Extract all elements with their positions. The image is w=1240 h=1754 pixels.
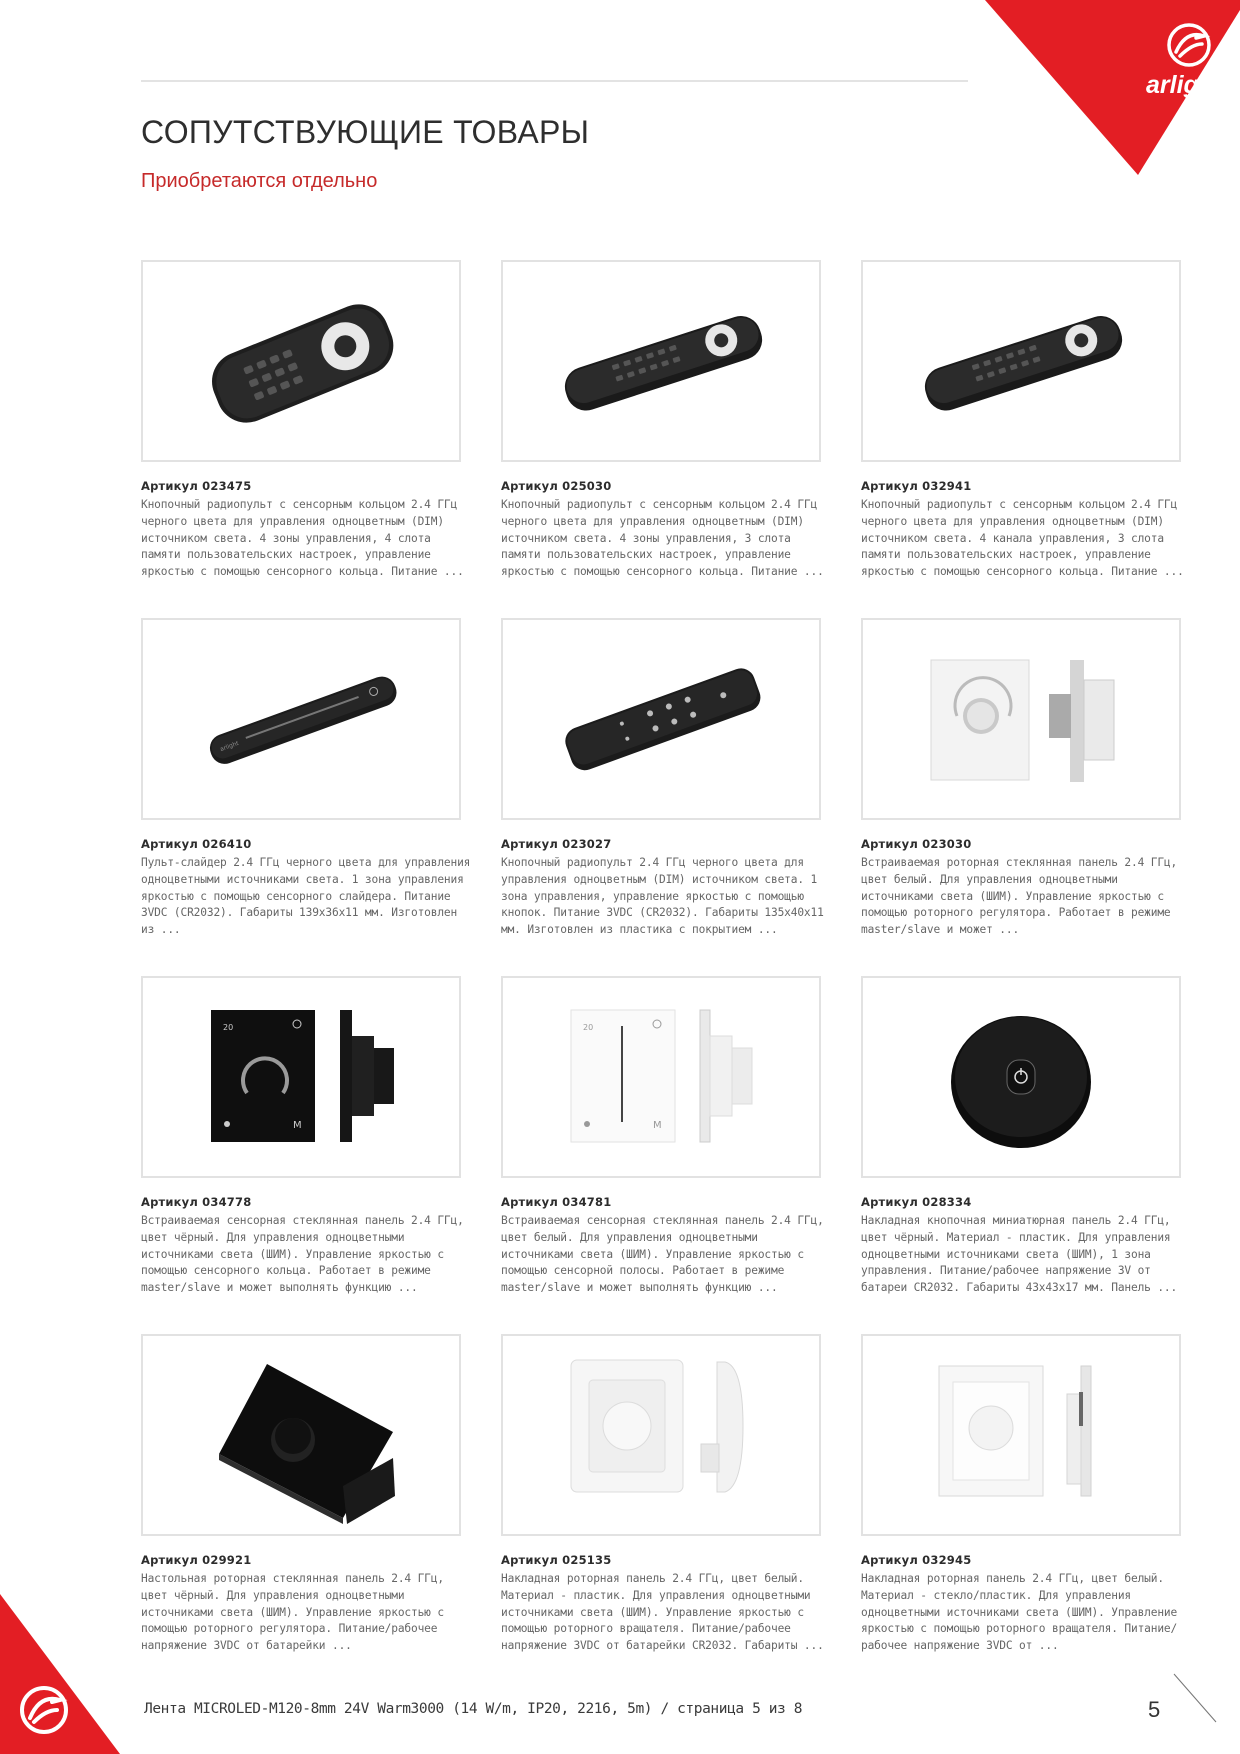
product-description: Накладная кнопочная миниатюрная панель 2.4 ГГц, цвет чёрный. Материал - пластик. Для управления одноцветными источниками света (ШИМ), 1 зона управления. Питание/рабочее напряжение 3V от батареи CR2032. Габариты 43x43x17 мм. Панель ... [861,1214,1178,1295]
product-sku: Артикул 032941 [861,479,972,493]
product-sku: Артикул 026410 [141,837,252,851]
product-description: Кнопочный радиопульт с сенсорным кольцом 2.4 ГГц черного цвета для управления одноцветным (DIM) источником света. 4 канала управления, 3 слота памяти пользовательских настроек, управление яркостью с помощью сенсорного кольца. Питание ... [861,498,1184,579]
product-image [861,1334,1181,1536]
product-image [501,976,821,1178]
svg-text:arlight: arlight [219,739,240,754]
product-image [141,976,461,1178]
product-description: Кнопочный радиопульт с сенсорным кольцом 2.4 ГГц черного цвета для управления одноцветным (DIM) источником света. 4 зоны управления, 4 слота памяти пользовательских настроек, управление яркостью с помощью сенсорного кольца. Питание ... [141,498,464,579]
product-description: Пульт-слайдер 2.4 ГГц черного цвета для управления одноцветными источниками света. 1 зона управления яркостью с помощью сенсорного слайдера. Питание 3VDC (CR2032). Габариты 139x36x11 мм. Изготовлен из ... [141,856,471,937]
surface-rotary-panel-icon [503,1336,819,1534]
product-description: Встраиваемая сенсорная стеклянная панель 2.4 ГГц, цвет чёрный. Для управления одноцветными источниками света (ШИМ). Управление яркостью с помощью сенсорного кольца. Работает в режиме master/slave и может выполнять функцию ... [141,1214,464,1295]
product-sku: Артикул 029921 [141,1553,252,1567]
product-card[interactable] [501,260,824,581]
product-card[interactable] [501,976,824,1297]
product-image [501,260,821,462]
product-sku: Артикул 034778 [141,1195,252,1209]
product-sku: Артикул 032945 [861,1553,972,1567]
product-card[interactable] [501,618,824,939]
product-card[interactable] [861,618,1181,939]
touch-panel-black-icon [143,978,459,1176]
product-card[interactable] [501,1334,824,1655]
touch-panel-white-icon [503,978,819,1176]
surface-rotary-glass-panel-icon [863,1336,1179,1534]
product-card[interactable] [861,1334,1181,1655]
rotary-panel-white-icon [863,620,1179,818]
product-description: Настольная роторная стеклянная панель 2.4 ГГц, цвет чёрный. Для управления одноцветными источниками света (ШИМ). Управление яркостью с помощью роторного регулятора. Питание/рабочее напряжение 3VDC от батарейки ... [141,1572,444,1653]
product-sku: Артикул 023475 [141,479,252,493]
top-divider [141,80,968,82]
product-image [861,618,1181,820]
product-sku: Артикул 034781 [501,1195,612,1209]
page-title: СОПУТСТВУЮЩИЕ ТОВАРЫ [141,114,590,150]
desk-rotary-panel-icon [143,1336,459,1534]
product-image [861,260,1181,462]
svg-text:M: M [653,1120,662,1131]
product-description: Накладная роторная панель 2.4 ГГц, цвет белый. Материал - пластик. Для управления одноцветными источниками света (ШИМ). Управление яркостью с помощью роторного вращателя. Питание/рабочее напряжение 3VDC от батарейки CR2032. Габариты ... [501,1572,824,1653]
product-card[interactable] [141,976,464,1297]
remote-slider-icon [143,620,459,818]
remote-long-ring-icon [863,262,1179,460]
svg-text:M: M [293,1120,302,1131]
product-card[interactable] [141,1334,461,1655]
product-image [861,976,1181,1178]
page-subtitle: Приобретаются отдельно [141,170,378,192]
footer-document-title: Лента MICROLED-M120-8mm 24V Warm3000 (14 W/m, IP20, 2216, 5m) / страница 5 из 8 [144,1701,803,1717]
product-description: Встраиваемая сенсорная стеклянная панель 2.4 ГГц, цвет белый. Для управления одноцветными источниками света (ШИМ). Управление яркостью с помощью сенсорной полосы. Работает в режиме master/slave и может выполнять функцию ... [501,1214,824,1295]
remote-long-ring-icon [503,262,819,460]
remote-buttons-icon [503,620,819,818]
page-number: 5 [1148,1697,1161,1722]
product-image [501,1334,821,1536]
product-sku: Артикул 023027 [501,837,612,851]
product-card[interactable] [141,618,471,939]
product-sku: Артикул 028334 [861,1195,972,1209]
svg-text:20: 20 [223,1023,234,1032]
logo-wordmark: arlight [1146,71,1223,99]
product-image [501,618,821,820]
product-description: Кнопочный радиопульт с сенсорным кольцом 2.4 ГГц черного цвета для управления одноцветным (DIM) источником света. 4 зоны управления, 3 слота памяти пользовательских настроек, управление яркостью с помощью сенсорного кольца. Питание ... [501,498,824,579]
product-card[interactable] [861,976,1181,1297]
remote-ring-icon [143,262,459,460]
product-description: Встраиваемая роторная стеклянная панель 2.4 ГГц, цвет белый. Для управления одноцветными источниками света (ШИМ). Управление яркостью с помощью роторного регулятора. Работает в режиме master/slave и может ... [861,856,1178,937]
brand-corner-bottom [0,1594,120,1754]
product-sku: Артикул 025030 [501,479,612,493]
page-corner-slash [1168,1670,1218,1726]
svg-text:20: 20 [583,1023,594,1032]
product-sku: Артикул 023030 [861,837,972,851]
product-description: Кнопочный радиопульт 2.4 ГГц черного цвета для управления одноцветным (DIM) источником света. 1 зона управления, управление яркостью с помощью кнопок. Питание 3VDC (CR2032). Габариты 135x40x11 мм. Изготовлен из пластика с покрытием ... [501,856,824,937]
product-image [141,260,461,462]
product-card[interactable] [861,260,1184,581]
brand-corner-logo [940,0,1240,175]
product-description: Накладная роторная панель 2.4 ГГц, цвет белый. Материал - стекло/пластик. Для управления одноцветными источниками света (ШИМ). Управление яркостью с помощью роторного вращателя. Питание/рабочее напряжение 3VDC от ... [861,1572,1178,1653]
product-sku: Артикул 025135 [501,1553,612,1567]
product-image [141,618,461,820]
product-card[interactable] [141,260,464,581]
round-button-panel-icon [863,978,1179,1176]
product-image [141,1334,461,1536]
